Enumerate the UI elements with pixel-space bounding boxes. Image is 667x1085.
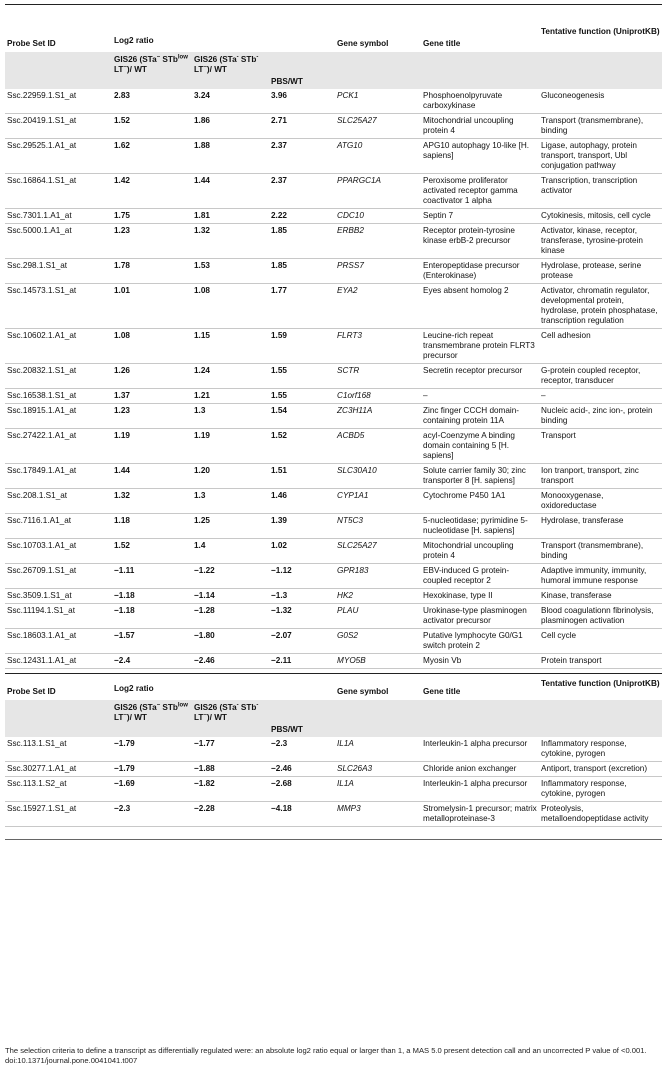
cell-pbs: 1.51 [269,464,335,489]
cell-probe: Ssc.20832.1.S1_at [5,364,112,389]
cell-gis26-low: 1.23 [112,224,192,259]
cell-function: – [539,389,662,404]
table-row [5,654,662,669]
cell-function: Activator, chromatin regulator, developmental protein, hydrolase, protein phosphatase, transcription regulation [539,284,662,329]
header-log2: Log2 ratio [114,36,154,45]
cell-gene-symbol: CYP1A1 [335,489,421,514]
cell-probe: Ssc.113.1.S2_at [5,777,112,802]
cell-gis26-neg: −1.22 [192,564,269,589]
table-row [5,539,662,564]
table-row [5,802,662,827]
header-probe: Probe Set ID [7,39,56,48]
subheader-gis26-low-2: GIS26 (STa− STb$^{low}$ LT−)/ WT [112,700,192,737]
cell-gene-title: Putative lymphocyte G0/G1 switch protein 2 [421,629,539,654]
cell-gis26-neg: 1.08 [192,284,269,329]
cell-pbs: 2.37 [269,139,335,174]
subheader-blank-6 [335,700,421,737]
cell-gene-symbol: MMP3 [335,802,421,827]
cell-gene-symbol: SLC25A27 [335,114,421,139]
cell-pbs: −2.46 [269,762,335,777]
cell-probe: Ssc.10703.1.A1_at [5,539,112,564]
cell-function: Transport [539,429,662,464]
cell-function: Antiport, transport (excretion) [539,762,662,777]
cell-gene-symbol: ACBD5 [335,429,421,464]
subheader-gis26-neg: GIS26 (STa- STb- LT−)/ WT [192,52,269,89]
cell-probe: Ssc.12431.1.A1_at [5,654,112,669]
header-function-2: Tentative function (UniprotKB) [541,679,660,688]
cell-gis26-neg: 1.20 [192,464,269,489]
cell-gene-title: Receptor protein-tyrosine kinase erbB-2 precursor [421,224,539,259]
subheader-blank-4 [539,52,662,89]
subheader-pbs-2: PBS/WT [269,700,335,737]
cell-function: Transcription, transcription activator [539,174,662,209]
cell-gene-title: Leucine-rich repeat transmembrane protein FLRT3 precursor [421,329,539,364]
cell-pbs: 1.55 [269,364,335,389]
cell-function: Hydrolase, transferase [539,514,662,539]
cell-gis26-neg: −1.77 [192,737,269,762]
subheader-gis26-low: GIS26 (STa− STb$^{low}$ LT−)/ WT [112,52,192,89]
subheader-pbs: PBS/WT [269,52,335,89]
header-function: Tentative function (UniprotKB) [541,27,660,36]
cell-gis26-neg: 1.88 [192,139,269,174]
cell-pbs: 1.46 [269,489,335,514]
subheader-blank-7 [421,700,539,737]
cell-pbs: 2.71 [269,114,335,139]
cell-gis26-low: −2.3 [112,802,192,827]
table-row [5,284,662,329]
cell-gis26-low: −1.18 [112,604,192,629]
cell-gis26-neg: 1.25 [192,514,269,539]
table-row [5,174,662,209]
cell-gene-symbol: PRSS7 [335,259,421,284]
table-row [5,489,662,514]
cell-gene-symbol: IL1A [335,737,421,762]
cell-probe: Ssc.113.1.S1_at [5,737,112,762]
cell-pbs: −2.11 [269,654,335,669]
cell-pbs: −1.32 [269,604,335,629]
cell-probe: Ssc.11194.1.S1_at [5,604,112,629]
header-title: Gene title [423,39,461,48]
cell-probe: Ssc.20419.1.S1_at [5,114,112,139]
cell-gis26-low: 1.75 [112,209,192,224]
cell-gis26-neg: 1.24 [192,364,269,389]
cell-gene-symbol: ZC3H11A [335,404,421,429]
header-row-2 [5,679,662,700]
subheader-row-2 [5,700,662,737]
cell-gene-title: Myosin Vb [421,654,539,669]
table-row [5,404,662,429]
cell-pbs: 1.52 [269,429,335,464]
subheader-gis26-neg-2: GIS26 (STa- STb- LT−)/ WT [192,700,269,737]
downregulated-table [5,679,662,827]
cell-gene-symbol: MYO5B [335,654,421,669]
cell-gis26-neg: 1.3 [192,404,269,429]
cell-gene-title: Zinc finger CCCH domain-containing protein 11A [421,404,539,429]
cell-gis26-neg: −1.80 [192,629,269,654]
cell-gene-symbol: PPARGC1A [335,174,421,209]
cell-gis26-low: 1.52 [112,539,192,564]
cell-gis26-neg: 3.24 [192,89,269,114]
cell-function: Kinase, transferase [539,589,662,604]
table-body-up [5,89,662,669]
cell-gene-title: EBV-induced G protein-coupled receptor 2 [421,564,539,589]
cell-gis26-low: −1.18 [112,589,192,604]
cell-probe: Ssc.30277.1.A1_at [5,762,112,777]
table-row [5,329,662,364]
cell-gene-symbol: SLC30A10 [335,464,421,489]
cell-gis26-neg: −1.14 [192,589,269,604]
cell-pbs: −2.07 [269,629,335,654]
cell-gene-symbol: G0S2 [335,629,421,654]
cell-pbs: 1.85 [269,224,335,259]
cell-gene-title: Interleukin-1 alpha precursor [421,737,539,762]
cell-pbs: −1.12 [269,564,335,589]
cell-function: Cytokinesis, mitosis, cell cycle [539,209,662,224]
cell-function: Transport (transmembrane), binding [539,114,662,139]
cell-probe: Ssc.22959.1.S1_at [5,89,112,114]
cell-gene-symbol: SLC26A3 [335,762,421,777]
cell-pbs: 2.22 [269,209,335,224]
cell-gis26-low: −1.57 [112,629,192,654]
cell-gis26-neg: −1.82 [192,777,269,802]
cell-gene-title: acyl-Coenzyme A binding domain containing 5 [H. sapiens] [421,429,539,464]
cell-probe: Ssc.17849.1.A1_at [5,464,112,489]
cell-gene-symbol: C1orf168 [335,389,421,404]
cell-function: Cell cycle [539,629,662,654]
cell-function: Hydrolase, protease, serine protease [539,259,662,284]
cell-probe: Ssc.3509.1.S1_at [5,589,112,604]
cell-gis26-neg: 1.32 [192,224,269,259]
table-row [5,389,662,404]
cell-gene-title: Stromelysin-1 precursor; matrix metalloproteinase-3 [421,802,539,827]
cell-function: Proteolysis, metalloendopeptidase activity [539,802,662,827]
table-row [5,429,662,464]
cell-gene-title: Enteropeptidase precursor (Enterokinase) [421,259,539,284]
cell-probe: Ssc.208.1.S1_at [5,489,112,514]
cell-gene-title: Chloride anion exchanger [421,762,539,777]
cell-gis26-neg: 1.19 [192,429,269,464]
table-body-down [5,737,662,827]
cell-gis26-low: −1.79 [112,737,192,762]
cell-pbs: 1.85 [269,259,335,284]
subheader-blank [5,52,112,89]
table-row [5,589,662,604]
cell-gis26-neg: 1.81 [192,209,269,224]
cell-probe: Ssc.7301.1.A1_at [5,209,112,224]
cell-function: Adaptive immunity, immunity, humoral immune response [539,564,662,589]
cell-gene-title: Phosphoenolpyruvate carboxykinase [421,89,539,114]
cell-gis26-low: −2.4 [112,654,192,669]
cell-pbs: −4.18 [269,802,335,827]
cell-gis26-low: 1.19 [112,429,192,464]
cell-pbs: 2.37 [269,174,335,209]
cell-pbs: 1.55 [269,389,335,404]
cell-gene-symbol: ERBB2 [335,224,421,259]
cell-gene-symbol: EYA2 [335,284,421,329]
footnote-text: The selection criteria to define a transcript as differentially regulated were: an absolute log2 ratio equal or larger than 1, a MAS 5.0 present detection call and an uncorrected P value of <0.001. [5,1046,647,1055]
header-title-2: Gene title [423,687,461,696]
cell-gis26-low: 1.32 [112,489,192,514]
cell-gis26-neg: 1.3 [192,489,269,514]
cell-gene-title: Peroxisome proliferator activated receptor gamma coactivator 1 alpha [421,174,539,209]
cell-gene-title: Septin 7 [421,209,539,224]
table-row [5,89,662,114]
cell-function: Ion tranport, transport, zinc transport [539,464,662,489]
cell-gene-symbol: ATG10 [335,139,421,174]
subheader-blank-5 [5,700,112,737]
doi-text: doi:10.1371/journal.pone.0041041.t007 [5,1055,138,1065]
header-probe-2: Probe Set ID [7,687,56,696]
header-symbol: Gene symbol [337,39,389,48]
cell-probe: Ssc.29525.1.A1_at [5,139,112,174]
cell-gene-title: Urokinase-type plasminogen activator precursor [421,604,539,629]
upregulated-table [5,5,662,669]
cell-gis26-neg: 1.21 [192,389,269,404]
cell-function: Activator, kinase, receptor, transferase, tyrosine-protein kinase [539,224,662,259]
header-row [5,5,662,52]
cell-pbs: 1.59 [269,329,335,364]
table-row [5,114,662,139]
cell-gis26-neg: −2.46 [192,654,269,669]
cell-probe: Ssc.27422.1.A1_at [5,429,112,464]
cell-pbs: 1.77 [269,284,335,329]
cell-function: Nucleic acid-, zinc ion-, protein binding [539,404,662,429]
cell-probe: Ssc.7116.1.A1_at [5,514,112,539]
cell-gis26-neg: 1.15 [192,329,269,364]
cell-gis26-neg: −1.88 [192,762,269,777]
cell-gis26-low: 1.26 [112,364,192,389]
cell-pbs: 3.96 [269,89,335,114]
cell-gene-symbol: SLC25A27 [335,539,421,564]
cell-gene-symbol: IL1A [335,777,421,802]
cell-gene-symbol: PCK1 [335,89,421,114]
cell-function: Ligase, autophagy, protein transport, transport, Ubl conjugation pathway [539,139,662,174]
cell-gene-title: Cytochrome P450 1A1 [421,489,539,514]
table-row [5,224,662,259]
table-row [5,364,662,389]
header-symbol-2: Gene symbol [337,687,389,696]
cell-gene-symbol: SCTR [335,364,421,389]
cell-gene-title: – [421,389,539,404]
cell-function: Transport (transmembrane), binding [539,539,662,564]
cell-pbs: −2.3 [269,737,335,762]
cell-gis26-low: −1.69 [112,777,192,802]
cell-probe: Ssc.15927.1.S1_at [5,802,112,827]
cell-gene-title: Mitochondrial uncoupling protein 4 [421,114,539,139]
table-row [5,737,662,762]
cell-gis26-neg: −1.28 [192,604,269,629]
cell-gene-symbol: GPR183 [335,564,421,589]
cell-probe: Ssc.298.1.S1_at [5,259,112,284]
cell-probe: Ssc.16538.1.S1_at [5,389,112,404]
cell-gene-title: Interleukin-1 alpha precursor [421,777,539,802]
cell-gis26-low: 1.01 [112,284,192,329]
cell-probe: Ssc.5000.1.A1_at [5,224,112,259]
table-row [5,777,662,802]
cell-gene-title: Secretin receptor precursor [421,364,539,389]
cell-function: G-protein coupled receptor, receptor, transducer [539,364,662,389]
table-row [5,629,662,654]
cell-gene-symbol: PLAU [335,604,421,629]
cell-gene-title: Mitochondrial uncoupling protein 4 [421,539,539,564]
cell-gis26-low: 1.23 [112,404,192,429]
cell-gene-symbol: FLRT3 [335,329,421,364]
cell-gis26-low: 1.18 [112,514,192,539]
table-container [5,4,662,840]
table-row [5,464,662,489]
subheader-blank-2 [335,52,421,89]
cell-pbs: −1.3 [269,589,335,604]
cell-probe: Ssc.14573.1.S1_at [5,284,112,329]
subheader-row [5,52,662,89]
cell-gene-symbol: CDC10 [335,209,421,224]
cell-gis26-low: −1.11 [112,564,192,589]
table-row [5,564,662,589]
cell-gene-symbol: NT5C3 [335,514,421,539]
cell-pbs: 1.02 [269,539,335,564]
cell-gis26-neg: 1.44 [192,174,269,209]
header-log2-2: Log2 ratio [114,684,154,693]
table-row [5,259,662,284]
cell-probe: Ssc.18915.1.A1_at [5,404,112,429]
cell-function: Gluconeogenesis [539,89,662,114]
subheader-blank-8 [539,700,662,737]
cell-probe: Ssc.10602.1.A1_at [5,329,112,364]
cell-gene-title: 5-nucleotidase; pyrimidine 5-nucleotidase [H. sapiens] [421,514,539,539]
cell-gis26-low: −1.79 [112,762,192,777]
subheader-blank-3 [421,52,539,89]
cell-function: Cell adhesion [539,329,662,364]
cell-function: Protein transport [539,654,662,669]
cell-gene-title: Eyes absent homolog 2 [421,284,539,329]
cell-gis26-low: 1.52 [112,114,192,139]
cell-gis26-low: 1.62 [112,139,192,174]
cell-gis26-neg: −2.28 [192,802,269,827]
table-row [5,514,662,539]
cell-gene-title: Hexokinase, type II [421,589,539,604]
table-row [5,139,662,174]
cell-function: Monooxygenase, oxidoreductase [539,489,662,514]
cell-probe: Ssc.18603.1.A1_at [5,629,112,654]
cell-gis26-low: 1.78 [112,259,192,284]
cell-gis26-neg: 1.53 [192,259,269,284]
cell-function: Inflammatory response, cytokine, pyrogen [539,777,662,802]
cell-pbs: 1.39 [269,514,335,539]
cell-gis26-low: 1.44 [112,464,192,489]
cell-probe: Ssc.16864.1.S1_at [5,174,112,209]
cell-gis26-low: 1.08 [112,329,192,364]
table-row [5,209,662,224]
cell-gene-title: Solute carrier family 30; zinc transporter 8 [H. sapiens] [421,464,539,489]
cell-gis26-neg: 1.4 [192,539,269,564]
cell-gene-symbol: HK2 [335,589,421,604]
cell-gis26-neg: 1.86 [192,114,269,139]
cell-function: Inflammatory response, cytokine, pyrogen [539,737,662,762]
table-row [5,604,662,629]
cell-function: Blood coagulationn fibrinolysis, plasminogen activation [539,604,662,629]
cell-probe: Ssc.26709.1.S1_at [5,564,112,589]
table-footnote [5,1046,662,1065]
table-row [5,762,662,777]
cell-gis26-low: 1.42 [112,174,192,209]
cell-gene-title: APG10 autophagy 10-like [H. sapiens] [421,139,539,174]
cell-gis26-low: 1.37 [112,389,192,404]
cell-pbs: 1.54 [269,404,335,429]
cell-gis26-low: 2.83 [112,89,192,114]
bottom-rule [5,839,662,840]
cell-pbs: −2.68 [269,777,335,802]
